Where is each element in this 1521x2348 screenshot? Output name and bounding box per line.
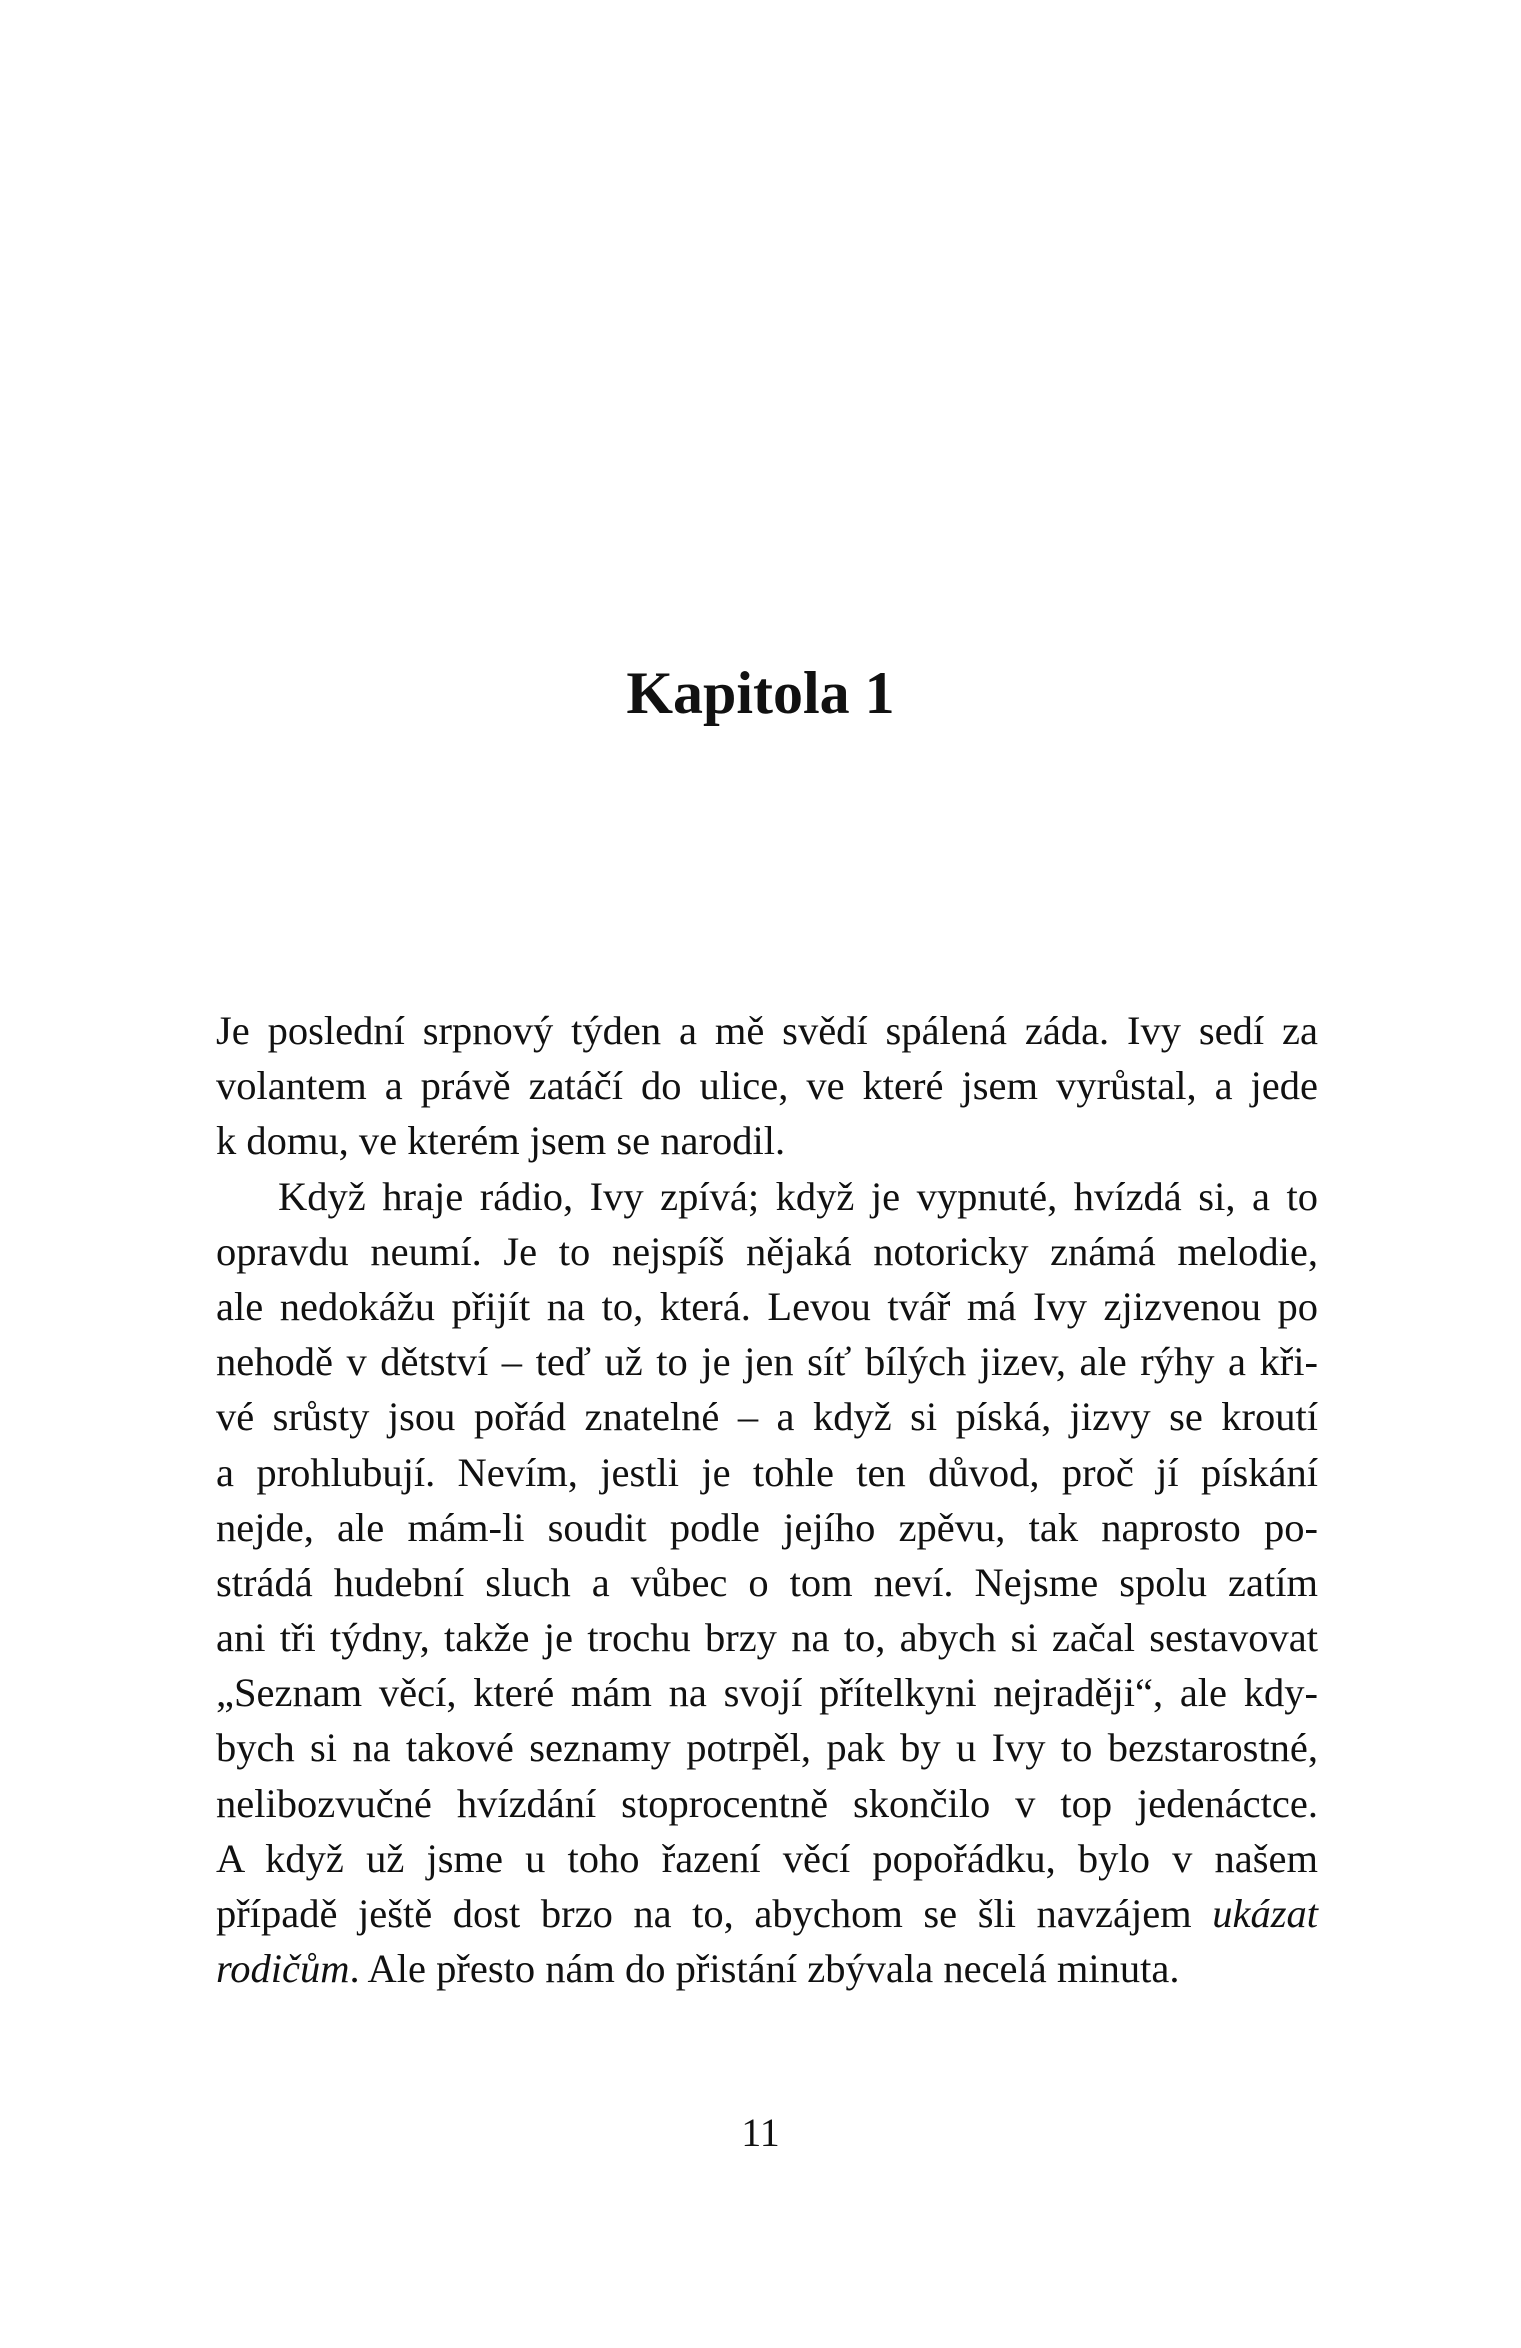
- text-line: opravdu neumí. Je to nejspíš nějaká notoricky známá melodie,: [216, 1228, 1318, 1274]
- text-line: nehodě v dětství – teď už to je jen síť bílých jizev, ale rýhy a kři-: [216, 1339, 1318, 1385]
- body-text: [216, 1003, 1318, 1996]
- text-line: ani tři týdny, takže je trochu brzy na to, abych si začal sestavovat: [216, 1615, 1318, 1661]
- text-segment: případě ještě dost brzo na to, abychom se šli navzájem: [216, 1891, 1192, 1936]
- text-line: a prohlubují. Nevím, jestli je tohle ten důvod, proč jí pískání: [216, 1449, 1318, 1495]
- text-segment: . Ale přesto nám do přistání zbývala necelá minuta.: [349, 1946, 1180, 1992]
- italic-text: rodičům: [216, 1946, 350, 1992]
- text-line: „Seznam věcí, které mám na svojí přítelkyni nejraději“, ale kdy-: [216, 1670, 1318, 1716]
- text-line: nelibozvučné hvízdání stoprocentně skončilo v top jedenáctce.: [216, 1780, 1318, 1826]
- italic-text: ukázat: [1212, 1891, 1319, 1936]
- text-line: volantem a právě zatáčí do ulice, ve které jsem vyrůstal, a jede: [216, 1063, 1318, 1109]
- text-line: [216, 1941, 1318, 1996]
- text-line: k domu, ve kterém jsem se narodil.: [216, 1118, 786, 1164]
- text-line: vé srůsty jsou pořád znatelné – a když si píská, jizvy se kroutí: [216, 1394, 1318, 1440]
- text-line: ale nedokážu přijít na to, která. Levou tvář má Ivy zjizvenou po: [216, 1283, 1318, 1329]
- text-line: A když už jsme u toho řazení věcí popořádku, bylo v našem: [216, 1835, 1318, 1881]
- text-line: strádá hudební sluch a vůbec o tom neví. Nejsme spolu zatím: [216, 1559, 1318, 1605]
- page-number: 11: [741, 2110, 780, 2155]
- text-line: Když hraje rádio, Ivy zpívá; když je vypnuté, hvízdá si, a to: [278, 1173, 1318, 1219]
- chapter-title: Kapitola 1: [626, 660, 895, 726]
- text-line: Je poslední srpnový týden a mě svědí spálená záda. Ivy sedí za: [216, 1008, 1318, 1053]
- text-line: bych si na takové seznamy potrpěl, pak by u Ivy to bezstarostné,: [216, 1725, 1318, 1771]
- text-line: [216, 1886, 1318, 1941]
- text-line: nejde, ale mám-li soudit podle jejího zpěvu, tak naprosto po-: [216, 1504, 1318, 1550]
